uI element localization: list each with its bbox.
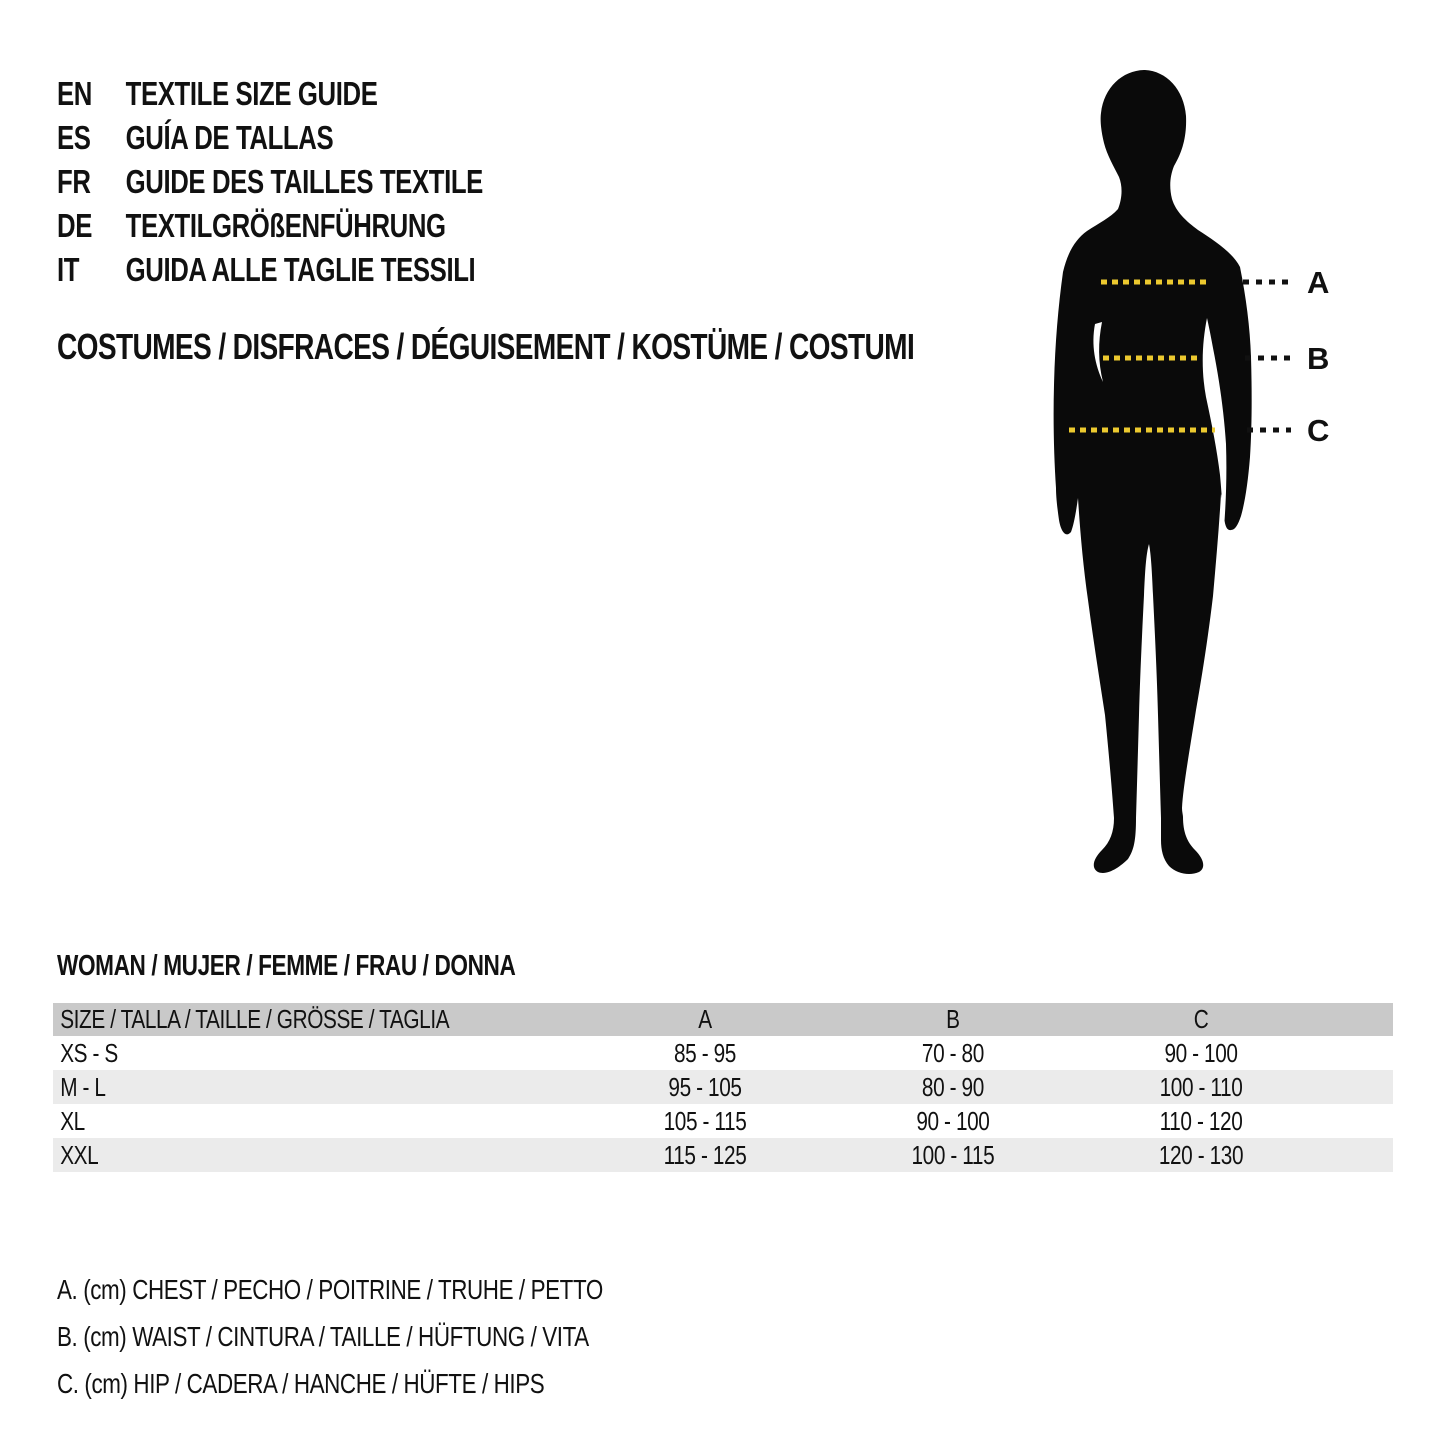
measure-label-a: A bbox=[1307, 265, 1330, 300]
hip-cell: 90 - 100 bbox=[1164, 1037, 1238, 1068]
language-code: EN bbox=[57, 75, 92, 112]
language-title: TEXTILGRÖßENFÜHRUNG bbox=[125, 207, 446, 244]
table-header-a: A bbox=[698, 1004, 712, 1034]
legend-chest: A. (cm) CHEST / PECHO / POITRINE / TRUHE / PETTO bbox=[57, 1273, 603, 1305]
table-header-size: SIZE / TALLA / TAILLE / GRÖSSE / TAGLIA bbox=[60, 1004, 450, 1034]
hip-cell: 100 - 110 bbox=[1159, 1071, 1243, 1102]
size-cell: XS - S bbox=[60, 1037, 118, 1068]
chest-cell: 115 - 125 bbox=[663, 1139, 747, 1170]
table-header-c: C bbox=[1193, 1004, 1209, 1034]
language-code: DE bbox=[57, 207, 92, 244]
section-title: WOMAN / MUJER / FEMME / FRAU / DONNA bbox=[57, 950, 516, 982]
language-code: IT bbox=[57, 251, 80, 288]
language-title: GUÍA DE TALLAS bbox=[125, 119, 334, 156]
language-row-en bbox=[57, 72, 483, 116]
size-cell: XL bbox=[60, 1105, 85, 1136]
size-table bbox=[53, 1003, 1393, 1172]
waist-cell: 70 - 80 bbox=[922, 1037, 985, 1068]
waist-cell: 90 - 100 bbox=[916, 1105, 990, 1136]
waist-cell: 80 - 90 bbox=[922, 1071, 985, 1102]
language-row-de bbox=[57, 204, 483, 248]
table-row-xs-s bbox=[53, 1036, 1393, 1070]
waist-cell: 100 - 115 bbox=[911, 1139, 995, 1170]
table-row-m-l bbox=[53, 1070, 1393, 1104]
language-row-it bbox=[57, 248, 483, 292]
measure-label-c: C bbox=[1307, 413, 1330, 448]
measurement-legend bbox=[57, 1266, 739, 1407]
language-title: TEXTILE SIZE GUIDE bbox=[125, 75, 378, 112]
legend-waist: B. (cm) WAIST / CINTURA / TAILLE / HÜFTUNG / VITA bbox=[57, 1320, 589, 1352]
chest-cell: 85 - 95 bbox=[674, 1037, 737, 1068]
language-title: GUIDE DES TAILLES TEXTILE bbox=[125, 163, 483, 200]
chest-cell: 105 - 115 bbox=[663, 1105, 747, 1136]
measure-label-b: B bbox=[1307, 341, 1330, 376]
language-row-es bbox=[57, 116, 483, 160]
language-code: ES bbox=[57, 119, 91, 156]
size-cell: XXL bbox=[60, 1139, 99, 1170]
size-cell: M - L bbox=[60, 1071, 106, 1102]
language-list bbox=[57, 72, 483, 292]
language-title: GUIDA ALLE TAGLIE TESSILI bbox=[125, 251, 476, 288]
language-code: FR bbox=[57, 163, 91, 200]
woman-silhouette-figure bbox=[1035, 60, 1445, 890]
hip-cell: 110 - 120 bbox=[1159, 1105, 1243, 1136]
table-row-xl bbox=[53, 1104, 1393, 1138]
table-row-xxl bbox=[53, 1138, 1393, 1172]
chest-cell: 95 - 105 bbox=[668, 1071, 742, 1102]
category-title: COSTUMES / DISFRACES / DÉGUISEMENT / KOSTÜME / COSTUMI bbox=[57, 326, 915, 367]
table-header-row bbox=[53, 1003, 1393, 1036]
language-row-fr bbox=[57, 160, 483, 204]
legend-hip: C. (cm) HIP / CADERA / HANCHE / HÜFTE / HIPS bbox=[57, 1367, 545, 1399]
table-header-b: B bbox=[946, 1004, 960, 1034]
hip-cell: 120 - 130 bbox=[1158, 1139, 1244, 1170]
